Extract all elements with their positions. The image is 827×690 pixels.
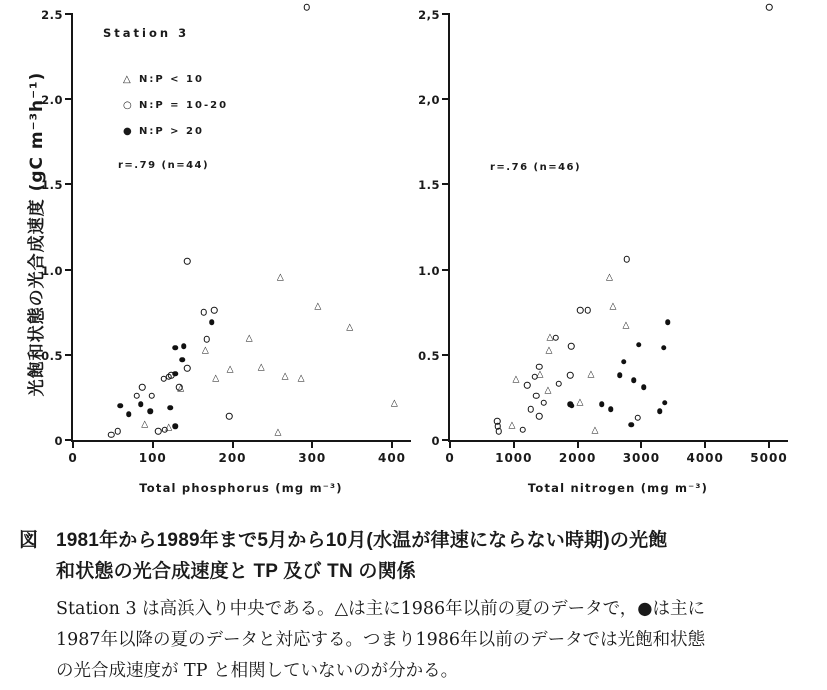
open-triangle-data-point: △	[587, 369, 595, 380]
y-tick-label: 2.5	[41, 8, 63, 22]
y-axis-title: 光飽和状態の光合成速度 (gC m⁻³h⁻¹)	[27, 71, 47, 397]
open-triangle-data-point: △	[281, 371, 289, 382]
open-triangle-data-point: △	[141, 419, 149, 430]
filled-circle-data-point	[599, 401, 605, 407]
y-tick	[65, 183, 73, 185]
x-tick	[704, 440, 706, 448]
x-axis-title-nitrogen: Total nitrogen (mg m⁻³)	[527, 481, 709, 495]
filled-circle-data-point	[117, 403, 123, 409]
filled-circle-data-point	[172, 345, 178, 351]
x-tick	[768, 440, 770, 448]
open-circle-data-point	[211, 307, 218, 314]
open-circle-data-point	[536, 363, 543, 370]
open-circle-data-point	[532, 374, 539, 381]
open-circle-data-point	[524, 382, 531, 389]
figure-caption-label: 図	[19, 530, 39, 551]
plot-title: Station 3	[103, 26, 190, 40]
y-tick-label: 2.0	[41, 93, 63, 108]
legend-item-np-gt-20	[123, 118, 228, 144]
x-axis-title-phosphorus: Total phosphorus (mg m⁻³)	[139, 481, 343, 495]
filled-circle-data-point	[168, 405, 174, 411]
x-tick	[152, 440, 154, 448]
x-tick-label: 5000	[750, 451, 788, 465]
open-triangle-data-point: △	[274, 427, 282, 438]
open-circle-data-point	[635, 415, 642, 422]
open-triangle-data-point: △	[591, 425, 599, 436]
open-circle-data-point	[134, 392, 141, 399]
filled-circle-data-point	[180, 357, 186, 363]
filled-circle-data-point	[209, 320, 215, 326]
filled-circle-data-point	[172, 371, 178, 377]
legend-item-np-10-20	[123, 92, 228, 118]
y-tick	[442, 354, 450, 356]
x-tick-label: 4000	[686, 451, 724, 465]
open-circle-data-point	[149, 392, 156, 399]
figure-caption-body	[56, 594, 821, 687]
scatter-plot-total-phosphorus	[41, 8, 411, 465]
x-tick-label: 400	[377, 451, 407, 465]
filled-circle-data-point	[628, 422, 634, 428]
open-circle-data-point	[556, 381, 563, 388]
x-tick	[391, 440, 393, 448]
open-circle-data-point	[568, 343, 575, 350]
open-triangle-data-point: △	[314, 301, 322, 312]
y-tick	[65, 13, 73, 15]
filled-circle-data-point	[569, 403, 575, 409]
x-tick-label: 0	[445, 451, 455, 465]
open-circle-data-point	[766, 4, 773, 11]
filled-circle-icon: ●	[123, 125, 132, 137]
y-tick	[442, 439, 450, 441]
caption-title-line1: 1981年から1989年まで5月から10月(水温が律速にならない時期)の光飽	[56, 530, 668, 551]
open-triangle-data-point: △	[245, 333, 253, 344]
filled-circle-data-point	[636, 342, 642, 348]
open-circle-data-point	[623, 256, 630, 263]
filled-circle-data-point	[662, 400, 668, 406]
open-triangle-icon: △	[123, 73, 131, 85]
open-triangle-data-point: △	[276, 272, 284, 283]
open-triangle-data-point: △	[512, 374, 520, 385]
y-tick-label: 2,5	[418, 8, 440, 22]
open-triangle-data-point: △	[257, 362, 265, 373]
y-tick-label: 2,0	[418, 93, 440, 108]
y-tick	[65, 354, 73, 356]
open-circle-data-point	[161, 427, 168, 434]
x-tick-label: 200	[218, 451, 247, 465]
open-circle-data-point	[139, 384, 146, 391]
legend-label: N:P < 10	[139, 73, 204, 85]
y-tick-label: 1.0	[418, 263, 440, 278]
open-circle-data-point	[541, 399, 548, 406]
open-circle-data-point	[577, 307, 584, 314]
filled-circle-data-point	[181, 344, 187, 350]
open-circle-data-point	[114, 428, 121, 435]
open-circle-data-point	[184, 258, 191, 265]
x-tick-label: 100	[138, 451, 167, 465]
open-triangle-data-point: △	[226, 364, 234, 375]
y-tick	[65, 269, 73, 271]
open-triangle-data-point: △	[165, 422, 173, 433]
filled-circle-data-point	[608, 407, 614, 413]
filled-circle-data-point	[657, 408, 663, 414]
y-tick-label: 1.5	[41, 178, 63, 193]
x-tick	[72, 440, 74, 448]
filled-circle-data-point	[631, 378, 637, 384]
filled-circle-data-point	[621, 359, 627, 365]
filled-circle-data-point	[661, 345, 667, 351]
open-circle-data-point	[528, 406, 535, 413]
open-triangle-data-point: △	[177, 383, 185, 394]
x-tick	[232, 440, 234, 448]
scatter-plot-total-nitrogen	[418, 8, 788, 465]
open-circle-data-point	[553, 335, 560, 342]
filled-circle-data-point	[138, 401, 144, 407]
open-circle-icon: ○	[123, 99, 132, 111]
x-tick-label: 300	[298, 451, 327, 465]
correlation-annotation: r=.76 (n=46)	[490, 162, 582, 173]
legend	[123, 66, 228, 144]
x-tick	[311, 440, 313, 448]
x-tick	[577, 440, 579, 448]
open-circle-data-point	[204, 336, 211, 343]
open-circle-data-point	[176, 383, 185, 394]
legend-label: N:P > 20	[139, 125, 204, 137]
filled-circle-data-point	[126, 412, 132, 418]
open-triangle-data-point: △	[609, 301, 617, 312]
filled-circle-data-point	[641, 384, 647, 390]
caption-body-line3: の光合成速度が TP と相関していないのが分かる。	[56, 661, 459, 681]
y-tick	[442, 13, 450, 15]
legend-item-np-lt-10	[123, 66, 228, 92]
caption-body-line1: Station 3 は高浜入り中央である。△は主に1986年以前の夏のデータで，●は主に	[56, 599, 706, 619]
y-tick-label: 0.5	[418, 348, 440, 363]
open-circle-data-point	[496, 428, 503, 435]
y-tick	[65, 98, 73, 100]
y-tick-label: 0	[431, 434, 440, 448]
open-triangle-data-point: △	[536, 369, 544, 380]
open-triangle-data-point: △	[546, 332, 554, 343]
x-tick-label: 2000	[558, 451, 597, 465]
y-tick-label: 0.5	[41, 348, 63, 363]
open-triangle-data-point: △	[544, 385, 552, 396]
open-circle-data-point	[303, 4, 310, 11]
filled-circle-data-point	[665, 320, 671, 326]
x-tick-label: 1000	[495, 451, 533, 465]
y-tick-label: 1.5	[418, 178, 440, 193]
open-circle-data-point	[585, 307, 592, 314]
open-circle-data-point	[536, 413, 543, 420]
y-tick	[65, 439, 73, 441]
legend-label: N:P = 10-20	[139, 99, 229, 111]
open-triangle-data-point: △	[622, 320, 630, 331]
y-tick	[442, 269, 450, 271]
x-tick	[449, 440, 451, 448]
caption-body-line2: 1987年以降の夏のデータと対応する。つまり1986年以前のデータでは光飽和状態	[56, 630, 706, 650]
correlation-annotation: r=.79 (n=44)	[118, 160, 210, 171]
open-triangle-data-point: △	[346, 322, 354, 333]
open-circle-data-point	[184, 365, 191, 372]
open-triangle-data-point: △	[390, 398, 398, 409]
x-tick-label: 3000	[622, 451, 661, 465]
open-triangle-data-point: △	[212, 373, 220, 384]
open-circle-data-point	[567, 372, 574, 379]
open-triangle-data-point: △	[606, 272, 613, 283]
open-triangle-data-point: △	[297, 373, 305, 384]
open-circle-data-point	[520, 427, 527, 434]
x-tick	[640, 440, 642, 448]
x-tick-label: 0	[68, 451, 78, 465]
figure-caption-title	[56, 525, 816, 587]
open-triangle-data-point: △	[508, 420, 516, 431]
open-circle-data-point	[533, 392, 540, 399]
filled-circle-data-point	[148, 408, 154, 414]
open-circle-data-point	[226, 413, 233, 420]
y-tick-label: 0	[54, 434, 63, 448]
caption-title-line2: 和状態の光合成速度と TP 及び TN の関係	[56, 561, 416, 582]
open-triangle-data-point: △	[201, 345, 209, 356]
filled-circle-data-point	[617, 372, 623, 378]
x-tick	[513, 440, 515, 448]
y-tick	[442, 98, 450, 100]
open-triangle-data-point: △	[545, 345, 553, 356]
filled-circle-data-point	[172, 424, 178, 430]
open-triangle-data-point: △	[576, 397, 584, 407]
y-tick	[442, 183, 450, 185]
open-circle-data-point	[201, 309, 208, 316]
y-tick-label: 1.0	[41, 263, 63, 278]
